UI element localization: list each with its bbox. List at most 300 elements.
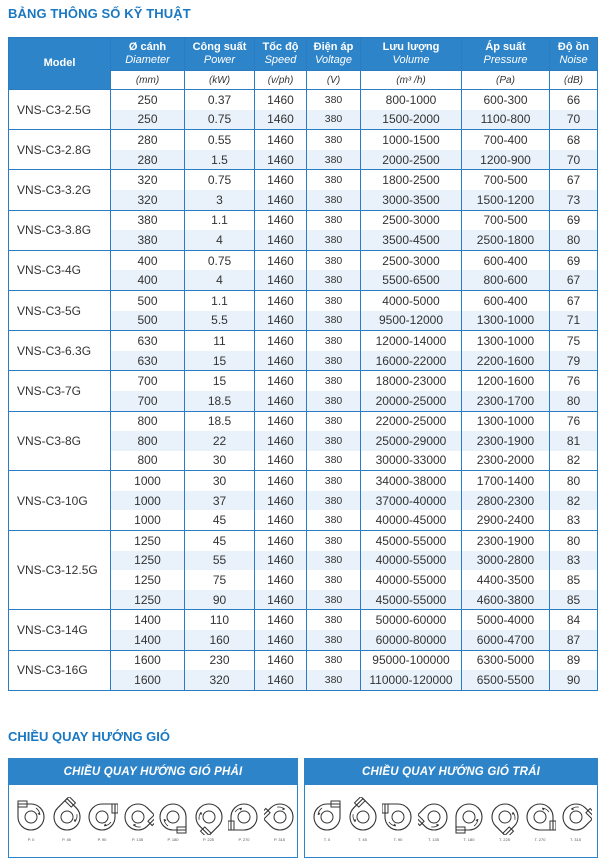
table-cell: 1460: [255, 190, 307, 210]
header-label: Độ ồn: [557, 41, 590, 53]
table-row: [9, 210, 598, 230]
table-cell: 1200-1600: [462, 371, 550, 391]
table-row: [9, 650, 598, 670]
model-cell: VNS-C3-2.8G: [9, 130, 111, 170]
table-cell: 1460: [255, 630, 307, 650]
table-cell: 1460: [255, 170, 307, 190]
table-cell: 3000-2800: [462, 551, 550, 571]
header-sublabel: Voltage: [315, 54, 352, 66]
table-cell: 1460: [255, 230, 307, 250]
table-cell: 380: [307, 110, 361, 130]
table-cell: 400: [111, 250, 185, 270]
table-cell: 18.5: [185, 411, 255, 431]
model-cell: VNS-C3-12.5G: [9, 531, 111, 610]
table-cell: 160: [185, 630, 255, 650]
header-label: Áp suất: [485, 41, 526, 53]
table-cell: 630: [111, 351, 185, 371]
fan-diagram: [418, 797, 450, 845]
table-cell: 500: [111, 311, 185, 331]
table-cell: 22: [185, 431, 255, 451]
table-cell: 1460: [255, 130, 307, 150]
table-cell: 320: [185, 670, 255, 690]
table-cell: 1460: [255, 670, 307, 690]
table-row: [9, 170, 598, 190]
table-cell: 380: [307, 491, 361, 511]
model-cell: VNS-C3-16G: [9, 650, 111, 690]
table-cell: 15: [185, 371, 255, 391]
table-cell: 30: [185, 471, 255, 491]
header-sublabel: Power: [203, 54, 236, 66]
table-cell: 380: [307, 531, 361, 551]
fan-diagram: [382, 797, 414, 845]
table-cell: 1460: [255, 90, 307, 110]
table-cell: 30000-33000: [361, 451, 462, 471]
table-cell: 1460: [255, 650, 307, 670]
header-sublabel: Noise: [559, 54, 588, 66]
table-cell: 1000: [111, 510, 185, 530]
table-cell: 2000-2500: [361, 150, 462, 170]
fan-caption: T. 45: [358, 837, 367, 842]
fan-diagram: [15, 797, 47, 845]
table-cell: 380: [307, 371, 361, 391]
table-cell: 34000-38000: [361, 471, 462, 491]
table-cell: 1460: [255, 250, 307, 270]
table-cell: 45: [185, 531, 255, 551]
table-cell: 600-400: [462, 290, 550, 310]
header-unit: (mm): [111, 71, 185, 90]
table-cell: 1460: [255, 451, 307, 471]
table-cell: 700-400: [462, 130, 550, 150]
fan-caption: P. 180: [167, 837, 179, 842]
table-cell: 800-1000: [361, 90, 462, 110]
header-unit: (V): [307, 71, 361, 90]
table-cell: 1460: [255, 150, 307, 170]
table-cell: 1.1: [185, 210, 255, 230]
table-cell: 700-500: [462, 170, 550, 190]
fan-caption: T. 135: [428, 837, 439, 842]
table-cell: 45000-55000: [361, 531, 462, 551]
left-rotation-label: CHIỀU QUAY HƯỚNG GIÓ TRÁI: [305, 759, 597, 785]
table-cell: 600-400: [462, 250, 550, 270]
table-cell: 95000-100000: [361, 650, 462, 670]
right-rotation-panel: [8, 758, 298, 858]
fan-caption: P. 90: [97, 837, 107, 842]
table-cell: 1700-1400: [462, 471, 550, 491]
fan-diagram: [122, 797, 154, 845]
table-cell: 280: [111, 150, 185, 170]
table-cell: 1400: [111, 610, 185, 630]
table-cell: 800: [111, 411, 185, 431]
table-cell: 1300-1000: [462, 411, 550, 431]
table-row: [9, 90, 598, 110]
table-cell: 45000-55000: [361, 590, 462, 610]
table-cell: 1460: [255, 610, 307, 630]
table-cell: 1000-1500: [361, 130, 462, 150]
table-cell: 1250: [111, 531, 185, 551]
table-cell: 71: [550, 311, 598, 331]
fan-caption: P. 225: [202, 837, 215, 842]
table-cell: 380: [307, 391, 361, 411]
table-cell: 380: [307, 590, 361, 610]
table-cell: 380: [307, 451, 361, 471]
table-cell: 45: [185, 510, 255, 530]
table-cell: 1460: [255, 311, 307, 331]
page-title: BẢNG THÔNG SỐ KỸ THUẬT: [8, 6, 191, 21]
table-cell: 2300-2000: [462, 451, 550, 471]
fan-diagram: [560, 797, 592, 845]
model-cell: VNS-C3-6.3G: [9, 331, 111, 371]
table-cell: 1460: [255, 570, 307, 590]
table-cell: 18.5: [185, 391, 255, 411]
table-cell: 75: [550, 331, 598, 351]
header-cell: [185, 38, 255, 71]
table-cell: 380: [307, 290, 361, 310]
table-cell: 0.55: [185, 130, 255, 150]
table-cell: 67: [550, 170, 598, 190]
table-cell: 2300-1900: [462, 531, 550, 551]
table-row: [9, 610, 598, 630]
table-cell: 79: [550, 351, 598, 371]
fan-caption: T. 180: [463, 837, 475, 842]
model-cell: VNS-C3-7G: [9, 371, 111, 411]
table-cell: 380: [307, 90, 361, 110]
table-cell: 85: [550, 590, 598, 610]
table-cell: 1460: [255, 411, 307, 431]
fan-diagram: [489, 797, 521, 845]
table-cell: 55: [185, 551, 255, 571]
table-cell: 1460: [255, 491, 307, 511]
table-cell: 0.37: [185, 90, 255, 110]
table-cell: 1400: [111, 630, 185, 650]
table-cell: 6000-4700: [462, 630, 550, 650]
table-cell: 1600: [111, 650, 185, 670]
fan-caption: T. 270: [534, 837, 546, 842]
table-cell: 380: [307, 250, 361, 270]
fan-diagram: [453, 797, 485, 845]
table-cell: 1460: [255, 471, 307, 491]
table-cell: 1800-2500: [361, 170, 462, 190]
table-cell: 20000-25000: [361, 391, 462, 411]
table-cell: 1100-800: [462, 110, 550, 130]
model-cell: VNS-C3-4G: [9, 250, 111, 290]
table-cell: 76: [550, 411, 598, 431]
table-cell: 73: [550, 190, 598, 210]
table-cell: 3500-4500: [361, 230, 462, 250]
table-row: [9, 411, 598, 431]
table-cell: 1500-1200: [462, 190, 550, 210]
table-cell: 2500-1800: [462, 230, 550, 250]
table-cell: 800-600: [462, 270, 550, 290]
table-cell: 380: [307, 230, 361, 250]
table-cell: 230: [185, 650, 255, 670]
table-cell: 380: [307, 551, 361, 571]
table-cell: 83: [550, 551, 598, 571]
table-cell: 67: [550, 290, 598, 310]
header-model: Model: [9, 38, 111, 90]
table-cell: 3000-3500: [361, 190, 462, 210]
model-cell: VNS-C3-2.5G: [9, 90, 111, 130]
table-cell: 500: [111, 290, 185, 310]
header-cell: [550, 38, 598, 71]
table-cell: 1460: [255, 391, 307, 411]
model-cell: VNS-C3-14G: [9, 610, 111, 650]
table-cell: 25000-29000: [361, 431, 462, 451]
right-rotation-fans: [9, 785, 297, 859]
table-cell: 68: [550, 130, 598, 150]
table-cell: 6300-5000: [462, 650, 550, 670]
table-cell: 87: [550, 630, 598, 650]
header-label: Điện áp: [313, 41, 354, 53]
table-cell: 2500-3000: [361, 250, 462, 270]
table-cell: 69: [550, 210, 598, 230]
table-cell: 22000-25000: [361, 411, 462, 431]
model-cell: VNS-C3-10G: [9, 471, 111, 531]
table-row: [9, 371, 598, 391]
table-cell: 700: [111, 391, 185, 411]
table-cell: 2300-1900: [462, 431, 550, 451]
table-cell: 30: [185, 451, 255, 471]
table-cell: 380: [307, 411, 361, 431]
table-cell: 1460: [255, 531, 307, 551]
table-cell: 1460: [255, 270, 307, 290]
table-cell: 380: [307, 630, 361, 650]
table-cell: 2800-2300: [462, 491, 550, 511]
table-cell: 1300-1000: [462, 331, 550, 351]
table-cell: 800: [111, 431, 185, 451]
table-cell: 380: [307, 670, 361, 690]
table-cell: 1.5: [185, 150, 255, 170]
table-cell: 5000-4000: [462, 610, 550, 630]
table-cell: 380: [307, 311, 361, 331]
table-cell: 37000-40000: [361, 491, 462, 511]
table-cell: 40000-45000: [361, 510, 462, 530]
table-cell: 1200-900: [462, 150, 550, 170]
table-row: [9, 250, 598, 270]
table-cell: 5.5: [185, 311, 255, 331]
table-cell: 1460: [255, 110, 307, 130]
table-cell: 380: [307, 270, 361, 290]
header-cell: [307, 38, 361, 71]
table-cell: 1000: [111, 491, 185, 511]
table-cell: 1.1: [185, 290, 255, 310]
fan-diagram: [347, 797, 379, 845]
table-cell: 380: [111, 210, 185, 230]
header-unit: (m³ /h): [361, 71, 462, 90]
table-cell: 67: [550, 270, 598, 290]
header-unit: (v/ph): [255, 71, 307, 90]
table-cell: 380: [307, 331, 361, 351]
table-cell: 800: [111, 451, 185, 471]
table-cell: 2300-1700: [462, 391, 550, 411]
fan-caption: P. 135: [131, 837, 144, 842]
table-cell: 89: [550, 650, 598, 670]
table-cell: 380: [307, 610, 361, 630]
model-cell: VNS-C3-3.2G: [9, 170, 111, 210]
table-cell: 250: [111, 90, 185, 110]
table-cell: 1460: [255, 371, 307, 391]
table-row: [9, 331, 598, 351]
table-cell: 1460: [255, 331, 307, 351]
header-label: Tốc độ: [262, 41, 299, 53]
table-cell: 85: [550, 570, 598, 590]
fan-diagram: [228, 797, 260, 845]
table-cell: 3: [185, 190, 255, 210]
table-cell: 60000-80000: [361, 630, 462, 650]
fan-diagram: [311, 797, 343, 845]
table-cell: 5500-6500: [361, 270, 462, 290]
fan-caption: P. 45: [62, 837, 71, 842]
table-cell: 1460: [255, 351, 307, 371]
table-cell: 380: [307, 650, 361, 670]
header-unit: (dB): [550, 71, 598, 90]
header-unit: (kW): [185, 71, 255, 90]
table-cell: 9500-12000: [361, 311, 462, 331]
table-cell: 50000-60000: [361, 610, 462, 630]
header-cell: [111, 38, 185, 71]
table-cell: 1250: [111, 551, 185, 571]
header-label: Lưu lượng: [382, 41, 440, 53]
table-cell: 1460: [255, 431, 307, 451]
fan-caption: T. 315: [570, 837, 581, 842]
table-cell: 80: [550, 391, 598, 411]
fan-caption: P. 315: [273, 837, 286, 842]
fan-diagram: [524, 797, 556, 845]
table-cell: 380: [307, 190, 361, 210]
table-cell: 12000-14000: [361, 331, 462, 351]
table-cell: 84: [550, 610, 598, 630]
table-cell: 320: [111, 170, 185, 190]
fan-caption: T. 225: [499, 837, 510, 842]
table-cell: 37: [185, 491, 255, 511]
table-cell: 70: [550, 110, 598, 130]
table-cell: 400: [111, 270, 185, 290]
table-cell: 0.75: [185, 110, 255, 130]
table-cell: 1250: [111, 590, 185, 610]
table-cell: 380: [307, 570, 361, 590]
table-cell: 280: [111, 130, 185, 150]
model-cell: VNS-C3-5G: [9, 290, 111, 330]
table-row: [9, 290, 598, 310]
table-cell: 380: [307, 210, 361, 230]
table-cell: 1460: [255, 551, 307, 571]
table-cell: 4: [185, 270, 255, 290]
fan-diagram: [51, 797, 83, 845]
table-row: [9, 531, 598, 551]
header-label: Ø cánh: [128, 41, 167, 53]
table-cell: 700: [111, 371, 185, 391]
table-cell: 11: [185, 331, 255, 351]
left-rotation-panel: [304, 758, 598, 858]
table-cell: 1000: [111, 471, 185, 491]
table-cell: 1600: [111, 670, 185, 690]
header-unit: (Pa): [462, 71, 550, 90]
table-cell: 82: [550, 491, 598, 511]
header-label: Công suất: [192, 41, 247, 53]
table-cell: 250: [111, 110, 185, 130]
table-cell: 1500-2000: [361, 110, 462, 130]
table-cell: 320: [111, 190, 185, 210]
table-cell: 90: [185, 590, 255, 610]
table-cell: 1250: [111, 570, 185, 590]
spec-table: [8, 37, 598, 691]
fan-diagram: [264, 797, 296, 845]
table-cell: 4000-5000: [361, 290, 462, 310]
table-cell: 380: [111, 230, 185, 250]
table-cell: 4400-3500: [462, 570, 550, 590]
header-sublabel: Pressure: [483, 54, 528, 66]
fan-caption: T. 0: [323, 837, 331, 842]
header-sublabel: Diameter: [125, 54, 170, 66]
table-cell: 69: [550, 250, 598, 270]
table-cell: 380: [307, 351, 361, 371]
table-cell: 380: [307, 471, 361, 491]
table-cell: 380: [307, 431, 361, 451]
table-cell: 75: [185, 570, 255, 590]
table-body: [9, 90, 598, 691]
fan-caption: P. 270: [238, 837, 250, 842]
table-cell: 1460: [255, 210, 307, 230]
table-cell: 80: [550, 471, 598, 491]
table-cell: 2500-3000: [361, 210, 462, 230]
table-cell: 380: [307, 150, 361, 170]
table-cell: 2200-1600: [462, 351, 550, 371]
table-cell: 1300-1000: [462, 311, 550, 331]
fan-diagram: [157, 797, 189, 845]
table-cell: 66: [550, 90, 598, 110]
rotation-section-title: CHIỀU QUAY HƯỚNG GIÓ: [8, 729, 171, 744]
right-rotation-label: CHIỀU QUAY HƯỚNG GIÓ PHẢI: [9, 759, 297, 785]
header-sublabel: Volume: [392, 54, 430, 66]
fan-caption: P. 0: [27, 837, 35, 842]
table-cell: 2900-2400: [462, 510, 550, 530]
header-row: [9, 38, 598, 71]
table-cell: 110: [185, 610, 255, 630]
table-cell: 1460: [255, 290, 307, 310]
header-cell: [361, 38, 462, 71]
table-cell: 0.75: [185, 250, 255, 270]
model-cell: VNS-C3-3.8G: [9, 210, 111, 250]
table-cell: 0.75: [185, 170, 255, 190]
table-cell: 4: [185, 230, 255, 250]
table-cell: 40000-55000: [361, 570, 462, 590]
table-row: [9, 471, 598, 491]
table-cell: 6500-5500: [462, 670, 550, 690]
header-cell: [462, 38, 550, 71]
table-cell: 4600-3800: [462, 590, 550, 610]
table-row: [9, 130, 598, 150]
fan-diagram: [193, 797, 225, 845]
table-cell: 16000-22000: [361, 351, 462, 371]
left-rotation-fans: [305, 785, 597, 859]
table-cell: 1460: [255, 510, 307, 530]
fan-diagram: [86, 797, 118, 845]
table-cell: 1460: [255, 590, 307, 610]
table-cell: 70: [550, 150, 598, 170]
header-cell: [255, 38, 307, 71]
table-cell: 83: [550, 510, 598, 530]
fan-caption: T. 90: [393, 837, 403, 842]
table-cell: 380: [307, 170, 361, 190]
table-cell: 76: [550, 371, 598, 391]
table-cell: 40000-55000: [361, 551, 462, 571]
table-cell: 630: [111, 331, 185, 351]
table-cell: 380: [307, 130, 361, 150]
model-cell: VNS-C3-8G: [9, 411, 111, 471]
table-cell: 18000-23000: [361, 371, 462, 391]
header-sublabel: Speed: [264, 54, 297, 66]
table-cell: 380: [307, 510, 361, 530]
table-cell: 15: [185, 351, 255, 371]
